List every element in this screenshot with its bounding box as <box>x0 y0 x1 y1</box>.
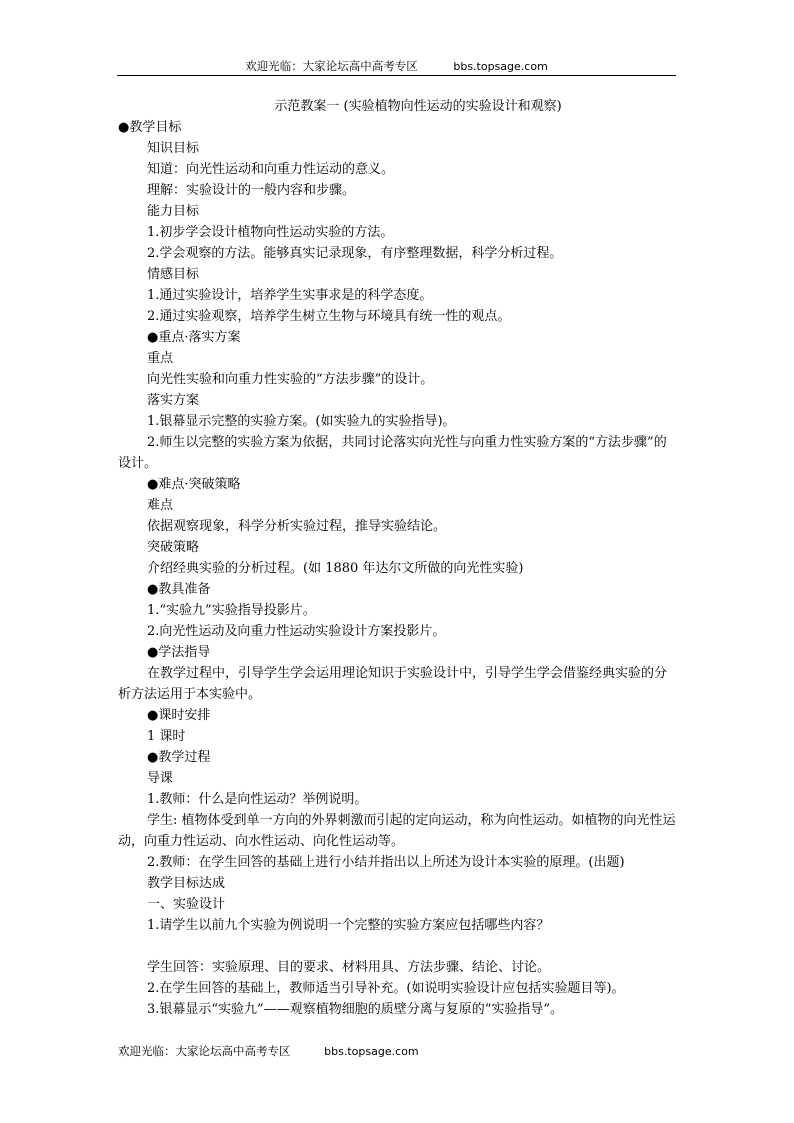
list-item: 3.银幕显示“实验九”——观察植物细胞的质壁分离与复原的“实验指导”。 <box>147 1002 563 1017</box>
subheading: 重点 <box>147 351 174 366</box>
subheading: 难点 <box>147 498 174 513</box>
spacer <box>118 936 678 957</box>
list-item: 1.“实验九”实验指导投影片。 <box>147 603 316 618</box>
section-heading: ●学法指导 <box>147 645 211 660</box>
section-heading: ●教学目标 <box>118 120 182 135</box>
list-item: 2.师生以完整的实验方案为依据，共同讨论落实向光性与向重力性实验方案的“方法步骤”的设计。 <box>118 435 667 471</box>
page-header <box>117 58 676 76</box>
subheading: 一、实验设计 <box>147 897 226 912</box>
list-item: 1.请学生以前九个实验为例说明一个完整的实验方案应包括哪些内容？ <box>147 918 550 933</box>
header-site: 欢迎光临：大家论坛高中高考专区 <box>245 59 418 73</box>
subheading: 突破策略 <box>147 540 200 555</box>
subheading: 教学目标达成 <box>147 876 226 891</box>
subheading: 导课 <box>147 771 174 786</box>
list-item: 2.在学生回答的基础上，教师适当引导补充。(如说明实验设计应包括实验题目等)。 <box>147 981 625 996</box>
list-item: 1.初步学会设计植物向性运动实验的方法。 <box>147 225 394 240</box>
list-item: 2.教师：在学生回答的基础上进行小结并指出以上所述为设计本实验的原理。(出题) <box>147 855 625 870</box>
paragraph: 1 课时 <box>147 729 186 744</box>
paragraph: 理解：实验设计的一般内容和步骤。 <box>147 183 356 198</box>
list-item: 2.学会观察的方法。能够真实记录现象，有序整理数据，科学分析过程。 <box>147 246 563 261</box>
footer-site: 欢迎光临：大家论坛高中高考专区 <box>118 1044 291 1058</box>
list-item: 1.通过实验设计，培养学生实事求是的科学态度。 <box>147 288 433 303</box>
paragraph: 介绍经典实验的分析过程。(如 1880 年达尔文所做的向光性实验) <box>147 561 524 576</box>
page-title: 示范教案一 (实验植物向性运动的实验设计和观察) <box>274 99 562 114</box>
section-heading: ●难点·突破策略 <box>147 477 241 492</box>
section-heading: ●教学过程 <box>147 750 211 765</box>
subheading: 落实方案 <box>147 393 200 408</box>
paragraph: 在教学过程中，引导学生学会运用理论知识于实验设计中，引导学生学会借鉴经典实验的分析方法运用于本实验中。 <box>118 666 668 702</box>
subheading: 能力目标 <box>147 204 200 219</box>
section-heading: ●教具准备 <box>147 582 211 597</box>
paragraph: 向光性实验和向重力性实验的“方法步骤”的设计。 <box>147 372 434 387</box>
footer-url[interactable]: bbs.topsage.com <box>324 1045 419 1058</box>
paragraph: 学生回答：实验原理、目的要求、材料用具、方法步骤、结论、讨论。 <box>147 960 551 975</box>
section-heading: ●重点·落实方案 <box>147 330 241 345</box>
document-body <box>118 96 678 1020</box>
list-item: 2.通过实验观察，培养学生树立生物与环境具有统一性的观点。 <box>147 309 511 324</box>
header-url[interactable]: bbs.topsage.com <box>453 60 548 73</box>
paragraph: 依据观察现象，科学分析实验过程，推导实验结论。 <box>147 519 447 534</box>
list-item: 1.银幕显示完整的实验方案。(如实验九的实验指导)。 <box>147 414 456 429</box>
list-item: 2.向光性运动及向重力性运动实验设计方案投影片。 <box>147 624 446 639</box>
paragraph: 知道：向光性运动和向重力性运动的意义。 <box>147 162 395 177</box>
subheading: 情感目标 <box>147 267 200 282</box>
subheading: 知识目标 <box>147 141 200 156</box>
list-item: 1.教师：什么是向性运动？举例说明。 <box>147 792 368 807</box>
section-heading: ●课时安排 <box>147 708 211 723</box>
paragraph: 学生: 植物体受到单一方向的外界刺激而引起的定向运动，称为向性运动。如植物的向光性运动，向重力性运动、向水性运动、向化性运动等。 <box>118 813 676 849</box>
page-footer <box>118 1043 419 1060</box>
